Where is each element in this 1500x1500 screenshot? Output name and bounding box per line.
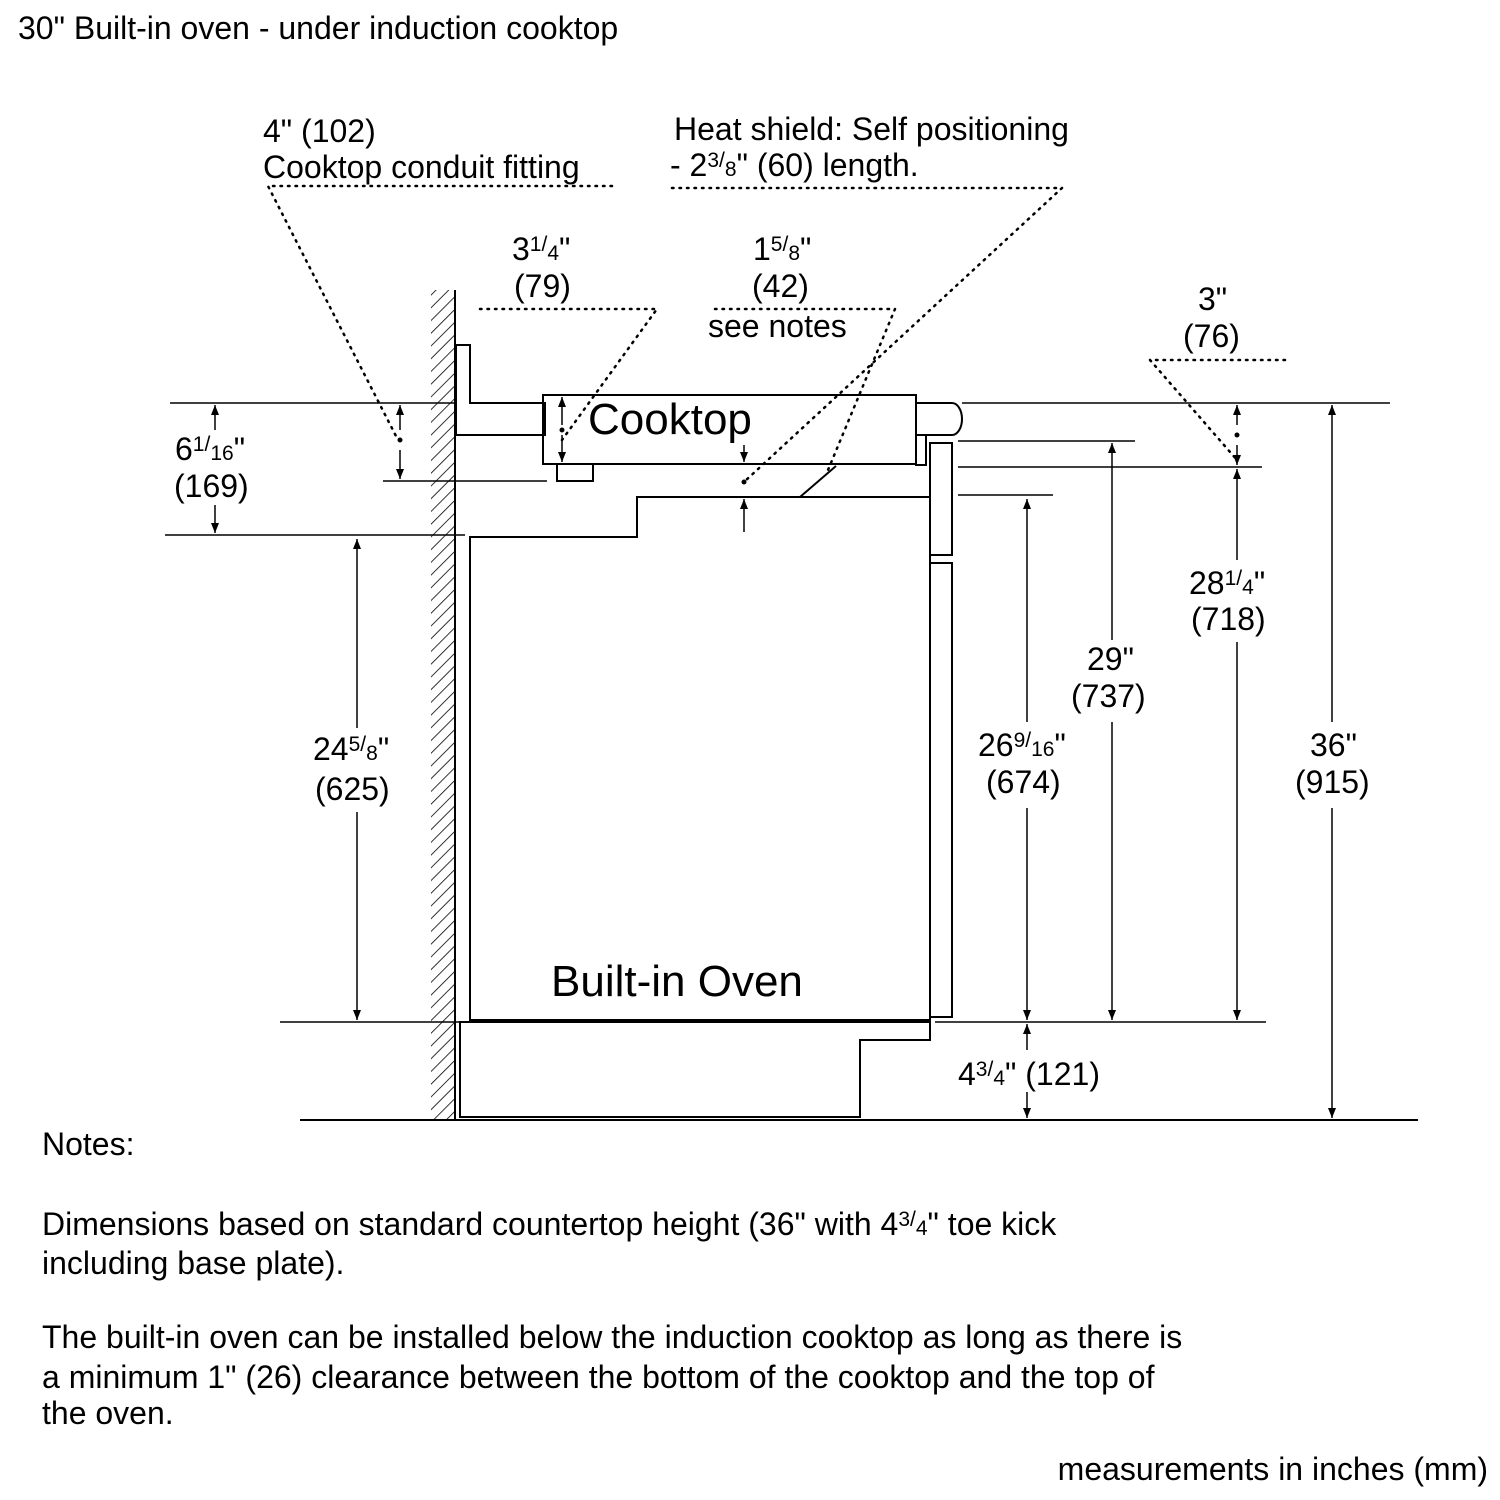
note-2-line-1: The built-in oven can be installed below the induction cooktop as long as there is [42,1319,1183,1355]
oven [470,443,952,1020]
wall [431,290,455,1120]
dim-1-5-8-mm: (42) [752,268,809,304]
page-title: 30" Built-in oven - under induction cooktop [18,10,619,46]
dim-6-1-16-mm: (169) [174,468,249,504]
base-plinth [460,1022,930,1117]
heat-shield-label-2: - $2^3/_8$" (60) length. [670,147,919,183]
dim-29: 29" [1087,641,1134,677]
note-2-line-3: the oven. [42,1395,174,1431]
dim-24-5-8-mm: (625) [315,771,390,807]
cooktop [543,395,926,481]
heat-shield [800,466,836,497]
dim-26-9-16: $26^9/_{16}$" [978,727,1066,763]
dim-3-1-4-mm: (79) [514,268,571,304]
heat-shield-label-1: Heat shield: Self positioning [674,111,1069,147]
note-1-line-2: including base plate). [42,1245,345,1281]
note-1-line-1: Dimensions based on standard countertop height (36" with $4^3/_4$" toe kick [42,1206,1057,1242]
units-footer: measurements in inches (mm) [1057,1451,1488,1487]
oven-label: Built-in Oven [551,957,803,1006]
dim-28-1-4-mm: (718) [1191,601,1266,637]
notes-heading: Notes: [42,1126,135,1162]
dim-26-9-16-mm: (674) [986,764,1061,800]
see-notes: see notes [708,308,847,344]
dim-3-mm: (76) [1183,318,1240,354]
dim-36-mm: (915) [1295,764,1370,800]
dim-4-3-4: $4^3/_4$" (121) [958,1056,1100,1092]
dim-6-1-16: $6^1/_{16}$" [175,431,246,467]
notes [42,1126,1488,1487]
dim-28-1-4: $28^1/_4$" [1189,565,1266,601]
conduit-label-2: Cooktop conduit fitting [263,149,580,185]
dim-3: 3" [1198,281,1228,317]
dim-1-5-8: $1^5/_8$" [753,231,812,267]
reference-lines [165,403,1418,1120]
note-2-line-2: a minimum 1" (26) clearance between the bottom of the cooktop and the top of [42,1359,1155,1395]
dim-24-5-8: $24^5/_8$" [313,731,390,767]
cooktop-label: Cooktop [588,395,752,444]
dim-29-mm: (737) [1071,678,1146,714]
dim-3-1-4: $3^1/_4$" [512,231,571,267]
dim-36: 36" [1310,727,1357,763]
conduit-label-1: 4" (102) [263,113,376,149]
